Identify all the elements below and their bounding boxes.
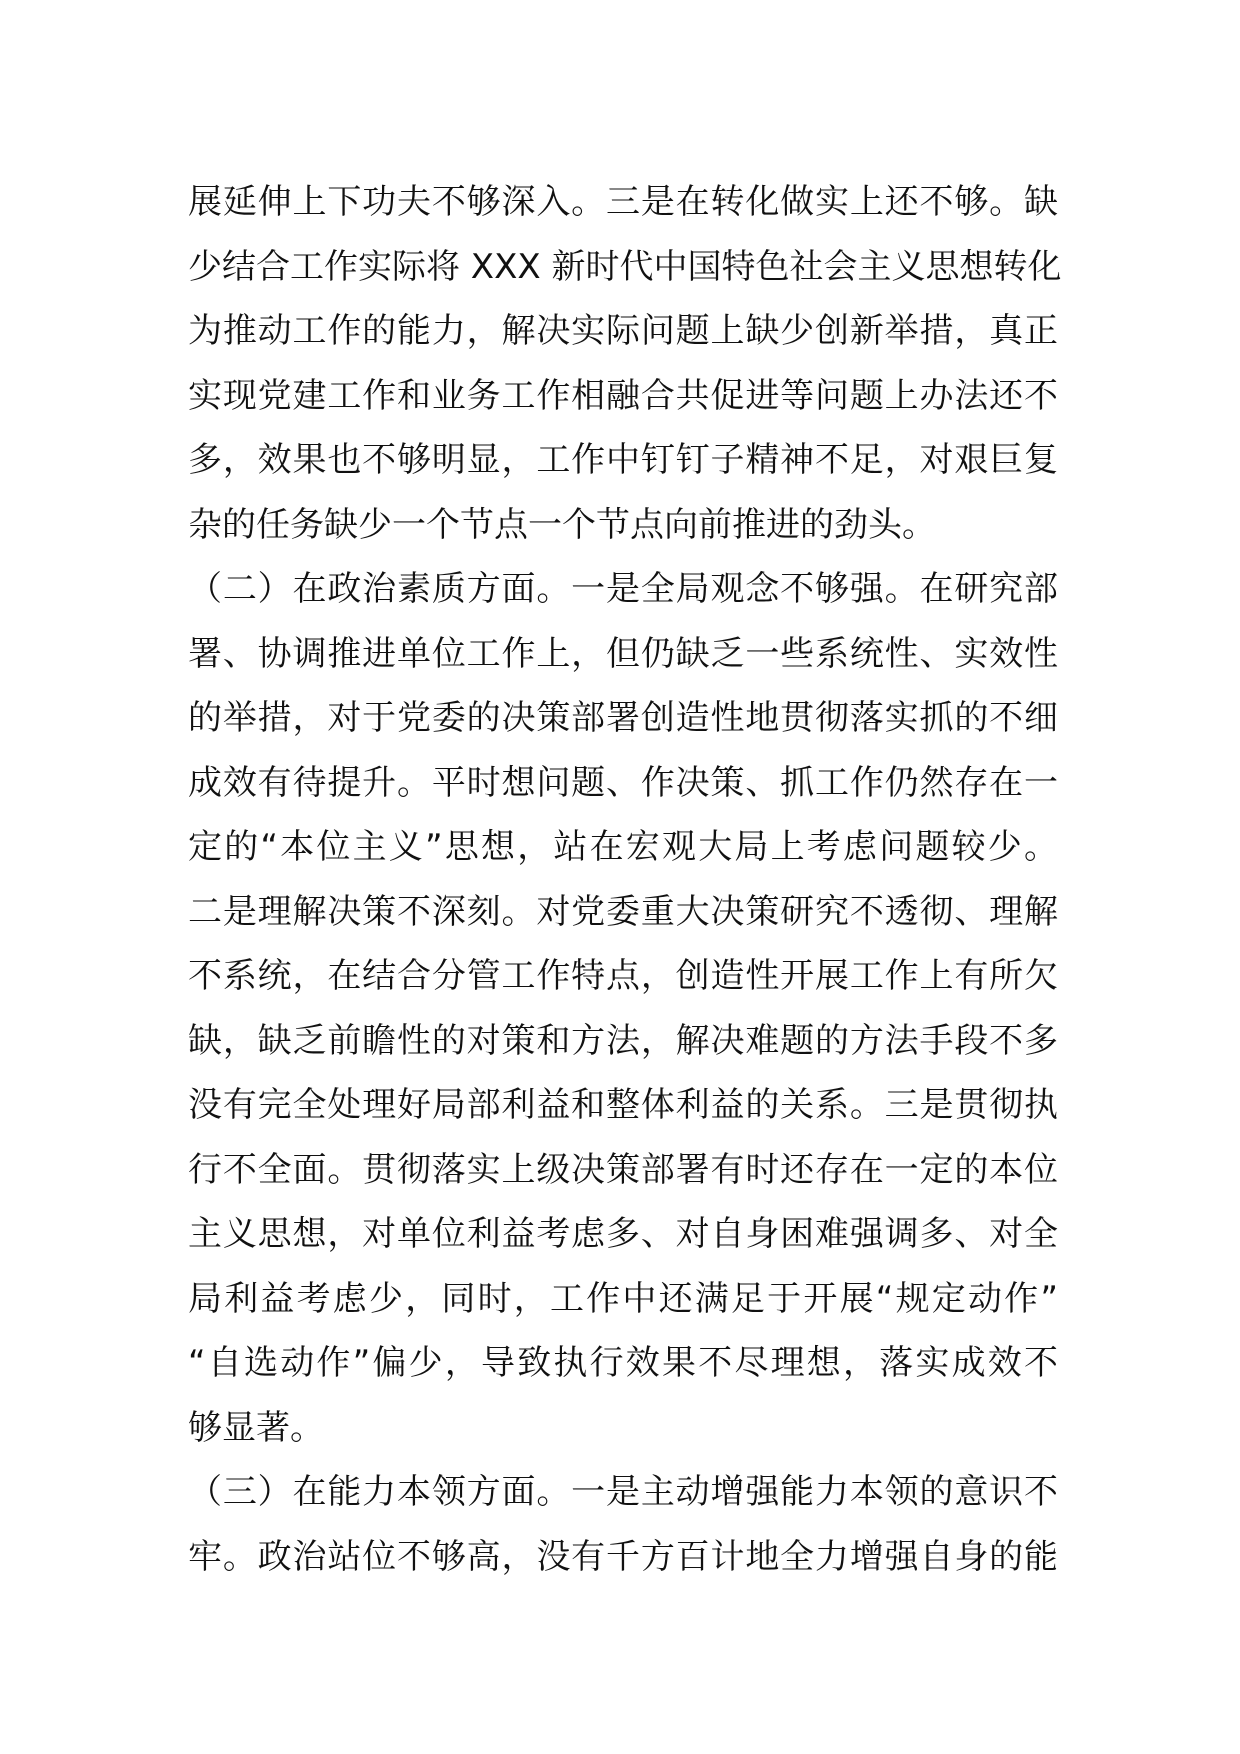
section-heading-line: （三）在能力本领方面。一是主动增强能力本领的意识不 — [188, 1472, 1058, 1512]
text-line: 为推动工作的能力，解决实际问题上缺少创新举措，真正 — [188, 311, 1058, 351]
text-line: 少结合工作实际将 XXX 新时代中国特色社会主义思想转化 — [188, 246, 1062, 287]
text-line: “自选动作”偏少，导致执行效果不尽理想，落实成效不 — [188, 1343, 1058, 1383]
text-line: 够显著。 — [188, 1407, 324, 1448]
text-line: 局利益考虑少，同时，工作中还满足于开展“规定动作” — [188, 1278, 1058, 1319]
text-line: 署、协调推进单位工作上，但仍缺乏一些系统性、实效性 — [188, 633, 1058, 674]
text-line: 行不全面。贯彻落实上级决策部署有时还存在一定的本位 — [188, 1149, 1058, 1190]
text-line: 展延伸上下功夫不够深入。三是在转化做实上还不够。缺 — [188, 182, 1058, 222]
text-line: 缺，缺乏前瞻性的对策和方法，解决难题的方法手段不多 — [188, 1020, 1058, 1061]
text-line: 杂的任务缺少一个节点一个节点向前推进的劲头。 — [188, 504, 936, 545]
text-line: 定的“本位主义”思想，站在宏观大局上考虑问题较少。 — [188, 827, 1058, 867]
body-text — [188, 170, 1062, 1589]
text-line: 多，效果也不够明显，工作中钉钉子精神不足，对艰巨复 — [188, 440, 1058, 480]
text-line: 实现党建工作和业务工作相融合共促进等问题上办法还不 — [188, 375, 1058, 416]
text-line: 没有完全处理好局部利益和整体利益的关系。三是贯彻执 — [188, 1085, 1058, 1125]
text-line: 成效有待提升。平时想问题、作决策、抓工作仍然存在一 — [188, 762, 1058, 803]
text-line: 牢。政治站位不够高，没有千方百计地全力增强自身的能 — [188, 1536, 1058, 1577]
text-line: 二是理解决策不深刻。对党委重大决策研究不透彻、理解 — [188, 891, 1058, 932]
text-line: 主义思想，对单位利益考虑多、对自身困难强调多、对全 — [188, 1214, 1058, 1254]
text-line: 的举措，对于党委的决策部署创造性地贯彻落实抓的不细 — [188, 698, 1058, 738]
text-line: 不系统，在结合分管工作特点，创造性开展工作上有所欠 — [188, 956, 1058, 996]
section-heading-line: （二）在政治素质方面。一是全局观念不够强。在研究部 — [188, 569, 1058, 609]
